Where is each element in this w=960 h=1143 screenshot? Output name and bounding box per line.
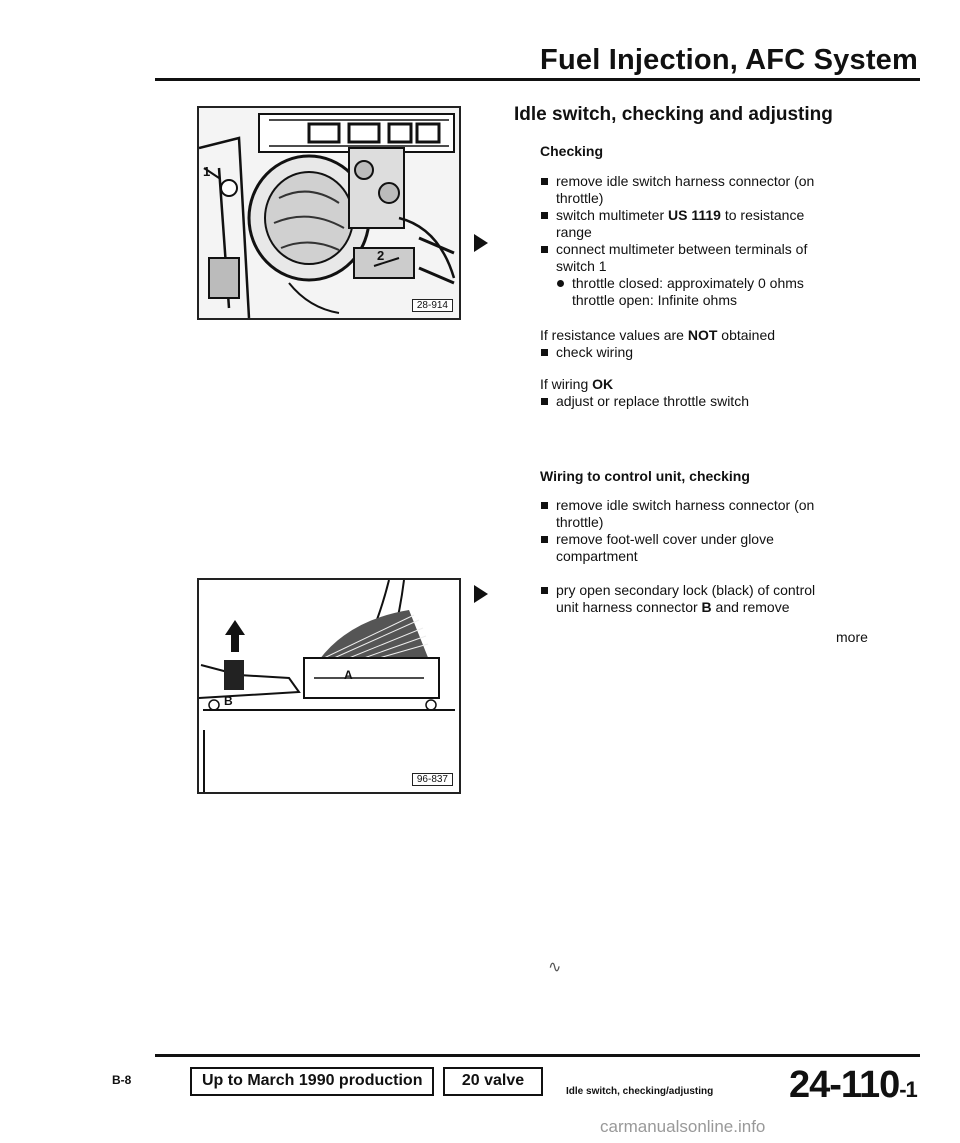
continued-marker: more <box>836 629 868 645</box>
engine-box: 20 valve <box>443 1067 543 1096</box>
figure-harness-connector <box>197 578 461 794</box>
section-title: Idle switch, checking and adjusting <box>514 104 833 125</box>
harness-connector-illustration <box>199 580 459 792</box>
subheading-checking: Checking <box>540 143 604 159</box>
page-number: 24-110-1 <box>789 1064 917 1106</box>
throttle-body-illustration <box>199 108 459 318</box>
header-rule <box>155 78 920 81</box>
resistance-note <box>540 327 880 361</box>
list-item: connect multimeter between terminals of switch 1 <box>540 241 880 275</box>
scan-artifact-icon: ∿ <box>548 959 562 976</box>
figure-throttle-body <box>197 106 461 320</box>
callout-b: B <box>224 694 233 708</box>
condition-line: If resistance values are NOT obtained <box>540 327 776 343</box>
applicability-box: Up to March 1990 production <box>190 1067 434 1096</box>
pointer-arrow-icon <box>474 585 488 603</box>
wiring-step-pry <box>540 582 880 616</box>
list-item: throttle closed: approximately 0 ohms throttle open: Infinite ohms <box>540 275 880 309</box>
page-title: Fuel Injection, AFC System <box>540 44 918 76</box>
callout-2: 2 <box>377 248 385 263</box>
list-item: remove idle switch harness connector (on throttle) <box>540 497 880 531</box>
footer-caption: Idle switch, checking/adjusting <box>566 1086 714 1097</box>
page-code: B-8 <box>112 1073 132 1087</box>
pointer-arrow-icon <box>474 234 488 252</box>
list-item: pry open secondary lock (black) of control unit harness connector B and remove <box>540 582 880 616</box>
subheading-wiring: Wiring to control unit, checking <box>540 468 750 484</box>
list-item: check wiring <box>540 344 880 361</box>
list-item: remove foot-well cover under glove compartment <box>540 531 880 565</box>
list-item: adjust or replace throttle switch <box>540 393 880 410</box>
condition-line: If wiring OK <box>540 376 614 392</box>
list-item: remove idle switch harness connector (on throttle) <box>540 173 880 207</box>
checking-steps <box>540 173 880 309</box>
wiring-ok-note <box>540 376 880 410</box>
figure-number: 28-914 <box>412 299 453 312</box>
wiring-steps <box>540 497 880 565</box>
footer-rule <box>155 1054 920 1057</box>
figure-number: 96-837 <box>412 773 453 786</box>
watermark: carmanualsonline.info <box>600 1117 766 1136</box>
callout-a: A <box>344 668 353 682</box>
callout-1: 1 <box>203 164 211 179</box>
list-item: switch multimeter US 1119 to resistance range <box>540 207 880 241</box>
